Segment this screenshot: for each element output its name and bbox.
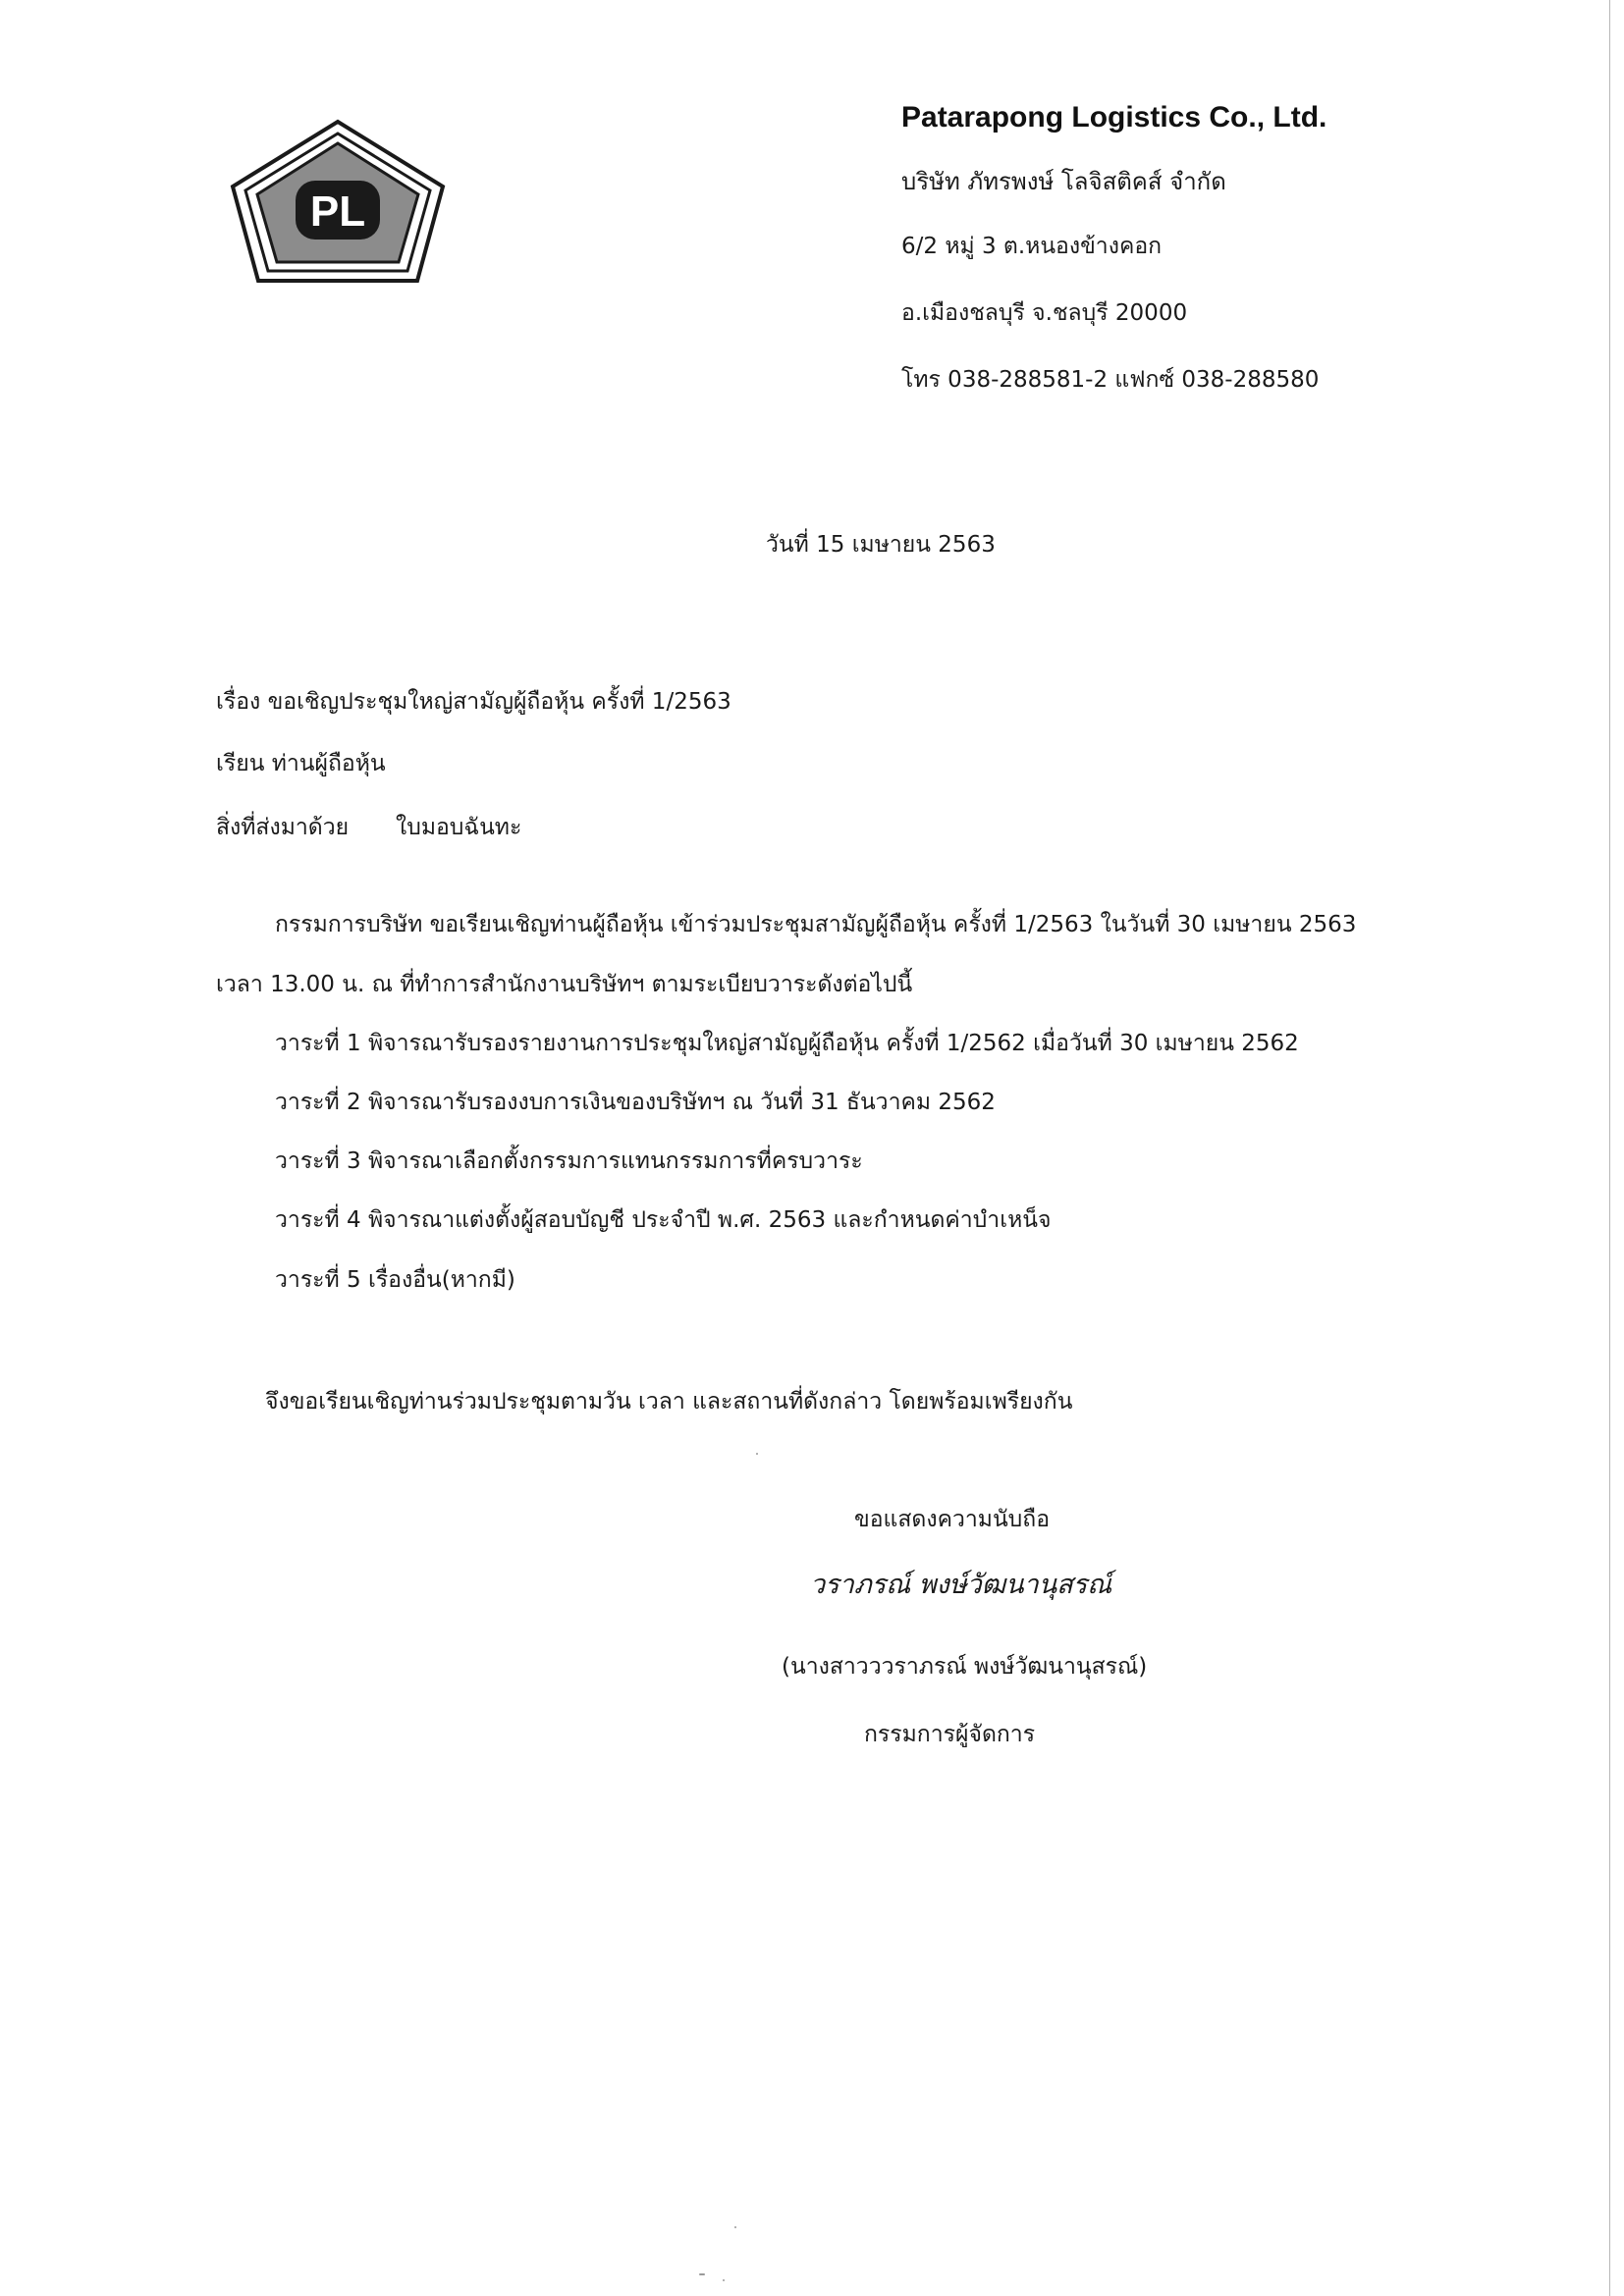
agenda-item: วาระที่ 2 พิจารณารับรองงบการเงินของบริษัทฯ ณ วันที่ 31 ธันวาคม 2562 bbox=[275, 1090, 996, 1115]
recipient-line: เรียน ท่านผู้ถือหุ้น bbox=[216, 751, 386, 776]
agenda-item: วาระที่ 5 เรื่องอื่น(หากมี) bbox=[275, 1267, 515, 1293]
regards-line: ขอแสดงความนับถือ bbox=[854, 1507, 1051, 1532]
agenda-item: วาระที่ 4 พิจารณาแต่งตั้งผู้สอบบัญชี ประจำปี พ.ศ. 2563 และกำหนดค่าบำเหน็จ bbox=[275, 1207, 1052, 1233]
address-line-1: 6/2 หมู่ 3 ต.หนองข้างคอก bbox=[901, 234, 1163, 259]
letter-date: วันที่ 15 เมษายน 2563 bbox=[766, 532, 996, 558]
contact-line: โทร 038-288581-2 แฟกซ์ 038-288580 bbox=[901, 367, 1320, 393]
logo-monogram: PL bbox=[309, 187, 366, 236]
company-name-en: Patarapong Logistics Co., Ltd. bbox=[901, 101, 1327, 133]
scan-edge-line bbox=[1609, 0, 1610, 2296]
scan-speck bbox=[756, 1453, 758, 1455]
signatory-position: กรรมการผู้จัดการ bbox=[864, 1722, 1036, 1747]
closing-sentence: จึงขอเรียนเชิญท่านร่วมประชุมตามวัน เวลา และสถานที่ดังกล่าว โดยพร้อมเพรียงกัน bbox=[265, 1389, 1073, 1415]
subject-line: เรื่อง ขอเชิญประชุมใหญ่สามัญผู้ถือหุ้น ครั้งที่ 1/2563 bbox=[216, 689, 731, 715]
scan-speck bbox=[734, 2226, 736, 2228]
address-line-2: อ.เมืองชลบุรี จ.ชลบุรี 20000 bbox=[901, 300, 1188, 326]
enclosure-label: สิ่งที่ส่งมาด้วย bbox=[216, 815, 350, 840]
scan-speck bbox=[699, 2273, 705, 2275]
signatory-name: (นางสาวววราภรณ์ พงษ์วัฒนานุสรณ์) bbox=[782, 1654, 1148, 1680]
agenda-item: วาระที่ 3 พิจารณาเลือกตั้งกรรมการแทนกรรมการที่ครบวาระ bbox=[275, 1148, 863, 1174]
scan-speck bbox=[723, 2279, 725, 2281]
enclosure-value: ใบมอบฉันทะ bbox=[396, 815, 522, 840]
body-paragraph-line-1: กรรมการบริษัท ขอเรียนเชิญท่านผู้ถือหุ้น เข้าร่วมประชุมสามัญผู้ถือหุ้น ครั้งที่ 1/2563 ในวันที่ 30 เมษายน 2563 bbox=[275, 912, 1357, 937]
handwritten-signature: วราภรณ์ พงษ์วัฒนานุสรณ์ bbox=[810, 1570, 1112, 1600]
company-name-th: บริษัท ภัทรพงษ์ โลจิสติคส์ จำกัด bbox=[901, 168, 1226, 195]
agenda-item: วาระที่ 1 พิจารณารับรองรายงานการประชุมใหญ่สามัญผู้ถือหุ้น ครั้งที่ 1/2562 เมื่อวันที่ 30 เมษายน 2562 bbox=[275, 1031, 1299, 1056]
body-paragraph-line-2: เวลา 13.00 น. ณ ที่ทำการสำนักงานบริษัทฯ ตามระเบียบวาระดังต่อไปนี้ bbox=[216, 972, 913, 997]
company-logo bbox=[229, 118, 447, 285]
